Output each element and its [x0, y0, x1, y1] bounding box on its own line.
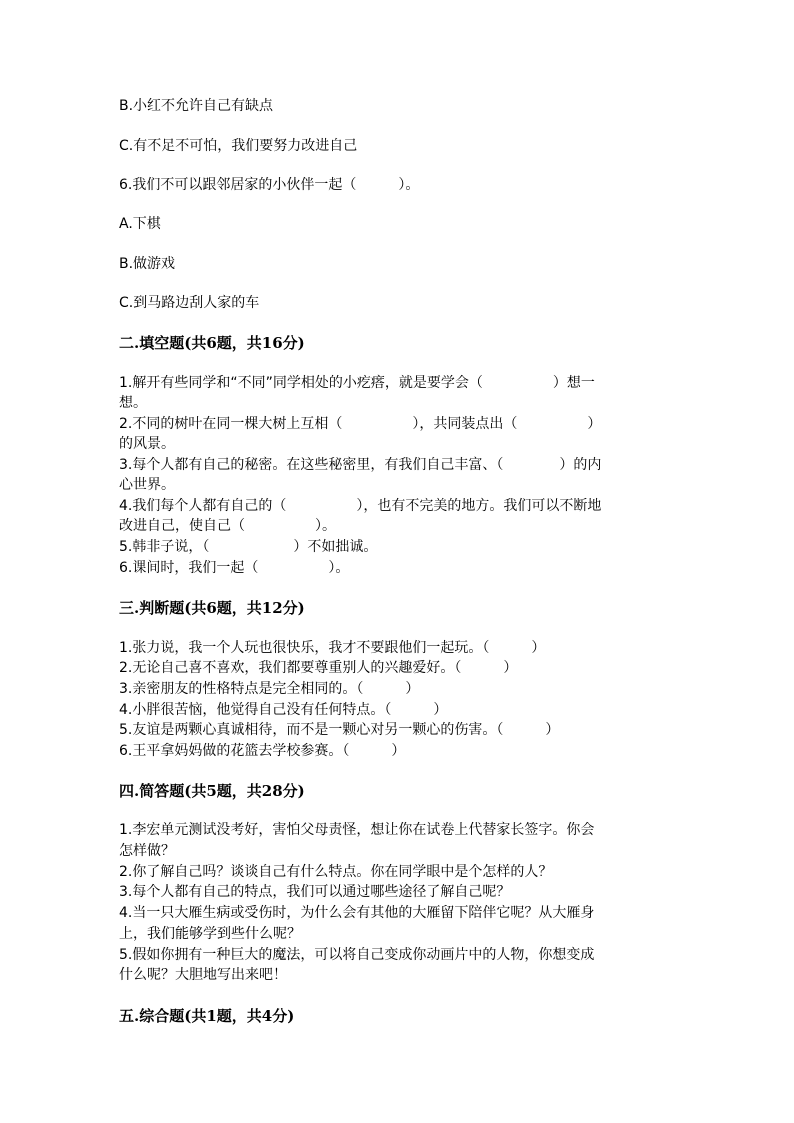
judgment-line: 2.无论自己喜不喜欢，我们都要尊重别人的兴趣爱好。（ ） — [119, 660, 518, 676]
short-answer-line: 什么呢？大胆地写出来吧！ — [119, 967, 287, 983]
section-heading-comprehensive: 五.综合题(共1题，共4分) — [119, 1007, 295, 1025]
fill-blank-line: 6.课间时，我们一起（ ）。 — [119, 560, 350, 576]
fill-blank-line: 4.我们每个人都有自己的（ ），也有不完美的地方。我们可以不断地 — [119, 498, 602, 514]
short-answer-line: 3.每个人都有自己的特点，我们可以通过哪些途径了解自己呢？ — [119, 884, 511, 900]
fill-blank-line: 1.解开有些同学和“不同”同学相处的小疙瘩，就是要学会（ ）想一 — [119, 375, 595, 391]
fill-blank-line: 2.不同的树叶在同一棵大树上互相（ ），共同装点出（ ） — [119, 416, 602, 432]
judgment-line: 6.王平拿妈妈做的花篮去学校参赛。（ ） — [119, 743, 406, 759]
fill-blank-line: 5.韩非子说，（ ）不如拙诚。 — [119, 539, 378, 555]
fill-blank-line: 的风景。 — [119, 436, 175, 452]
short-answer-line: 1.李宏单元测试没考好，害怕父母责怪，想让你在试卷上代替家长签字。你会 — [119, 822, 595, 838]
judgment-line: 4.小胖很苦恼，他觉得自己没有任何特点。（ ） — [119, 702, 448, 718]
section-heading-judgment: 三.判断题(共6题，共12分) — [119, 599, 305, 617]
fill-blank-line: 心世界。 — [119, 477, 175, 493]
q6-option-b: B.做游戏 — [119, 256, 176, 272]
q6-option-a: A.下棋 — [119, 216, 161, 232]
short-answer-line: 5.假如你拥有一种巨大的魔法，可以将自己变成你动画片中的人物，你想变成 — [119, 947, 595, 963]
judgment-line: 1.张力说，我一个人玩也很快乐，我才不要跟他们一起玩。（ ） — [119, 640, 546, 656]
short-answer-line: 上，我们能够学到些什么呢？ — [119, 926, 301, 942]
fill-blank-line: 改进自己，使自己（ ）。 — [119, 518, 336, 534]
judgment-line: 3.亲密朋友的性格特点是完全相同的。（ ） — [119, 681, 420, 697]
q5-option-b: B.小红不允许自己有缺点 — [119, 98, 274, 114]
judgment-line: 5.友谊是两颗心真诚相待，而不是一颗心对另一颗心的伤害。（ ） — [119, 722, 560, 738]
fill-blank-line: 想。 — [119, 395, 147, 411]
short-answer-line: 4.当一只大雁生病或受伤时，为什么会有其他的大雁留下陪伴它呢？从大雁身 — [119, 905, 595, 921]
fill-blank-line: 3.每个人都有自己的秘密。在这些秘密里，有我们自己丰富、（ ）的内 — [119, 457, 602, 473]
short-answer-line: 怎样做？ — [119, 843, 175, 859]
short-answer-line: 2.你了解自己吗？谈谈自己有什么特点。你在同学眼中是个怎样的人？ — [119, 864, 553, 880]
q5-option-c: C.有不足不可怕，我们要努力改进自己 — [119, 138, 358, 154]
q6-option-c: C.到马路边刮人家的车 — [119, 295, 260, 311]
section-heading-short-answer: 四.简答题(共5题，共28分) — [119, 782, 305, 800]
q6-question: 6.我们不可以跟邻居家的小伙伴一起（ ）。 — [119, 177, 420, 193]
section-heading-fill-blank: 二.填空题(共6题，共16分) — [119, 334, 305, 352]
